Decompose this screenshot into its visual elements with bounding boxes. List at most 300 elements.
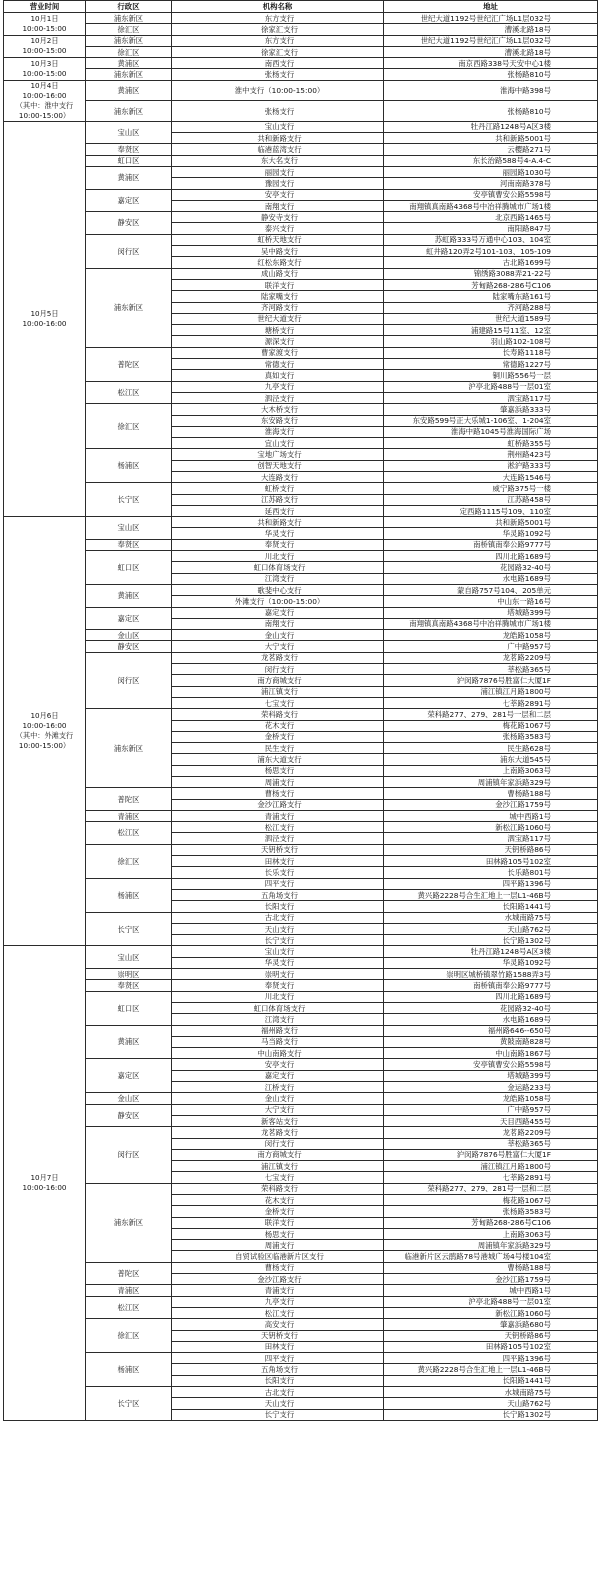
branch-name-cell: 崇明支行 (172, 969, 384, 980)
address-cell: 东安路599号正大乐城1-106室、1-204室 (384, 415, 598, 426)
branch-name-cell: 陆家嘴支行 (172, 291, 384, 302)
district-cell: 崇明区 (86, 969, 172, 980)
district-cell: 杨浦区 (86, 449, 172, 483)
address-cell: 蒙自路757号104、205单元 (384, 584, 598, 595)
address-cell: 黄陂南路828号 (384, 1036, 598, 1047)
branch-name-cell: 七宝支行 (172, 1172, 384, 1183)
branch-name-cell: 天山支行 (172, 923, 384, 934)
address-cell: 淮海中路398号 (384, 80, 598, 101)
district-cell: 杨浦区 (86, 878, 172, 912)
address-cell: 四川北路1689号 (384, 551, 598, 562)
table-row (4, 1104, 598, 1115)
address-cell: 浦江镇江月路1800号 (384, 686, 598, 697)
address-cell: 常德路1227号 (384, 359, 598, 370)
branch-name-cell: 闵行支行 (172, 664, 384, 675)
district-cell: 徐汇区 (86, 46, 172, 57)
branch-name-cell: 川北支行 (172, 991, 384, 1002)
address-cell: 水电路1689号 (384, 1014, 598, 1025)
district-cell: 长宁区 (86, 483, 172, 517)
branch-name-cell: 大连路支行 (172, 471, 384, 482)
table-row (4, 709, 598, 720)
address-cell: 金沙江路1759号 (384, 1274, 598, 1285)
district-cell: 闵行区 (86, 234, 172, 268)
address-cell: 虹井路120弄2号101-103、105-109 (384, 246, 598, 257)
district-cell: 松江区 (86, 822, 172, 845)
business-hours-cell: 10月2日 10:00-15:00 (4, 35, 86, 58)
branch-name-cell: 徐家汇支行 (172, 24, 384, 35)
address-cell: 莘松路365号 (384, 1138, 598, 1149)
branch-name-cell: 虹桥支行 (172, 483, 384, 494)
address-cell: 荣科路277、279、281号一层和二层 (384, 1183, 598, 1194)
district-cell: 徐汇区 (86, 404, 172, 449)
table-row (4, 1183, 598, 1194)
district-cell: 宝山区 (86, 517, 172, 540)
branch-name-cell: 共和新路支行 (172, 133, 384, 144)
district-cell: 青浦区 (86, 1285, 172, 1296)
branch-name-cell: 东安路支行 (172, 415, 384, 426)
branch-name-cell: 金沙江路支行 (172, 799, 384, 810)
branch-name-cell: 虹口体育场支行 (172, 562, 384, 573)
branch-name-cell: 浦江镇支行 (172, 1161, 384, 1172)
district-cell: 嘉定区 (86, 189, 172, 212)
district-cell: 闵行区 (86, 1127, 172, 1183)
address-cell: 漕溪北路18号 (384, 24, 598, 35)
address-cell: 淮海中路1045号淮海国际广场 (384, 426, 598, 437)
district-cell: 静安区 (86, 641, 172, 652)
district-cell: 黄浦区 (86, 80, 172, 101)
table-row (4, 69, 598, 80)
branch-name-cell: 泗泾支行 (172, 392, 384, 403)
table-row (4, 449, 598, 460)
branch-name-cell: 青浦支行 (172, 1285, 384, 1296)
address-cell: 共和新路5001号 (384, 517, 598, 528)
branch-name-cell: 闵行支行 (172, 1138, 384, 1149)
branch-name-cell: 周浦支行 (172, 1240, 384, 1251)
address-cell: 长阳路1441号 (384, 901, 598, 912)
table-row (4, 46, 598, 57)
address-cell: 田林路105号102室 (384, 856, 598, 867)
branch-name-cell: 大宁支行 (172, 641, 384, 652)
branch-name-cell: 宝山支行 (172, 946, 384, 957)
address-cell: 荆州路423号 (384, 449, 598, 460)
branch-name-cell: 青浦支行 (172, 810, 384, 821)
address-cell: 沪亭北路488号一层01室 (384, 1296, 598, 1307)
table-row (4, 641, 598, 652)
address-cell: 定西路1115号109、110室 (384, 505, 598, 516)
district-cell: 浦东新区 (86, 101, 172, 122)
branch-name-cell: 江苏路支行 (172, 494, 384, 505)
table-row (4, 539, 598, 550)
branch-name-cell: 常德支行 (172, 359, 384, 370)
branch-name-cell: 宝地广场支行 (172, 449, 384, 460)
address-cell: 曹杨路188号 (384, 1262, 598, 1273)
branch-name-cell: 红松东路支行 (172, 257, 384, 268)
address-cell: 龙茗路2209号 (384, 1127, 598, 1138)
branch-name-cell: 天山支行 (172, 1398, 384, 1409)
table-row (4, 584, 598, 595)
address-cell: 天山路762号 (384, 1398, 598, 1409)
branch-name-cell: 长阳支行 (172, 1375, 384, 1386)
branch-name-cell: 大宁支行 (172, 1104, 384, 1115)
table-row (4, 946, 598, 957)
header-address: 地址 (384, 1, 598, 13)
branch-name-cell: 长乐支行 (172, 867, 384, 878)
business-hours-cell: 10月4日 10:00-16:00 （其中：淮中支行 10:00-15:00） (4, 80, 86, 121)
table-row (4, 268, 598, 279)
branch-name-cell: 金沙江路支行 (172, 1274, 384, 1285)
address-cell: 南桥镇南奉公路9777号 (384, 539, 598, 550)
table-row (4, 991, 598, 1002)
address-cell: 城中西路1号 (384, 810, 598, 821)
address-cell: 大连路1546号 (384, 471, 598, 482)
district-cell: 奉贤区 (86, 144, 172, 155)
address-cell: 丽园路1030号 (384, 166, 598, 177)
branch-name-cell: 外滩支行（10:00-15:00） (172, 596, 384, 607)
address-cell: 浦东大道545号 (384, 754, 598, 765)
district-cell: 黄浦区 (86, 1025, 172, 1059)
address-cell: 黄兴路2228号合生汇地上一层L1-46B号 (384, 889, 598, 900)
table-row (4, 234, 598, 245)
table-row (4, 80, 598, 101)
branch-name-cell: 华灵支行 (172, 528, 384, 539)
district-cell: 浦东新区 (86, 268, 172, 347)
table-row (4, 1296, 598, 1307)
branch-name-cell: 创智天地支行 (172, 460, 384, 471)
table-row (4, 1285, 598, 1296)
branch-name-cell: 江桥支行 (172, 1082, 384, 1093)
table-row (4, 844, 598, 855)
branch-name-cell: 七宝支行 (172, 697, 384, 708)
address-cell: 漕溪北路18号 (384, 46, 598, 57)
branch-name-cell: 浦江镇支行 (172, 686, 384, 697)
address-cell: 河南南路378号 (384, 178, 598, 189)
branch-name-cell: 东方支行 (172, 13, 384, 24)
branch-name-cell: 淮海支行 (172, 426, 384, 437)
address-cell: 威宁路375号一楼 (384, 483, 598, 494)
district-cell: 青浦区 (86, 810, 172, 821)
table-row (4, 912, 598, 923)
address-cell: 浦建路15号11室、12室 (384, 325, 598, 336)
branch-name-cell: 四平支行 (172, 878, 384, 889)
district-cell: 徐汇区 (86, 844, 172, 878)
district-cell: 虹口区 (86, 155, 172, 166)
table-row (4, 1262, 598, 1273)
branch-name-cell: 大木桥支行 (172, 404, 384, 415)
address-cell: 世纪大道1192号世纪汇广场L1层032号 (384, 35, 598, 46)
district-cell: 黄浦区 (86, 166, 172, 189)
table-row (4, 381, 598, 392)
branch-name-cell: 田林支行 (172, 856, 384, 867)
address-cell: 长阳路1441号 (384, 1375, 598, 1386)
address-cell: 世纪大道1192号世纪汇广场L1层032号 (384, 13, 598, 24)
table-row (4, 517, 598, 528)
branch-name-cell: 荣科路支行 (172, 709, 384, 720)
address-cell: 龙皓路1058号 (384, 630, 598, 641)
address-cell: 曹杨路188号 (384, 788, 598, 799)
address-cell: 泗宝路117号 (384, 392, 598, 403)
district-cell: 浦东新区 (86, 709, 172, 788)
branch-name-cell: 塘桥支行 (172, 325, 384, 336)
branch-name-cell: 福州路支行 (172, 1025, 384, 1036)
address-cell: 南翔镇真南路4368号中冶祥腾城市广场1楼 (384, 200, 598, 211)
branch-name-cell: 浦东大道支行 (172, 754, 384, 765)
branch-name-cell: 松江支行 (172, 1307, 384, 1318)
business-hours-cell: 10月1日 10:00-15:00 (4, 13, 86, 36)
branch-name-cell: 奉贤支行 (172, 539, 384, 550)
address-cell: 四川北路1689号 (384, 991, 598, 1002)
table-row (4, 347, 598, 358)
address-cell: 中山南路1867号 (384, 1048, 598, 1059)
branch-name-cell: 长阳支行 (172, 901, 384, 912)
branch-name-cell: 世纪大道支行 (172, 313, 384, 324)
address-cell: 北京西路1465号 (384, 212, 598, 223)
branch-name-cell: 丽园支行 (172, 166, 384, 177)
district-cell: 浦东新区 (86, 69, 172, 80)
address-cell: 安亭镇曹安公路5598号 (384, 189, 598, 200)
branch-name-cell: 华灵支行 (172, 957, 384, 968)
address-cell: 民生路628号 (384, 743, 598, 754)
address-cell: 四平路1396号 (384, 878, 598, 889)
district-cell: 杨浦区 (86, 1353, 172, 1387)
branch-name-cell: 联洋支行 (172, 1217, 384, 1228)
branch-name-cell: 嘉定支行 (172, 1070, 384, 1081)
address-cell: 水城南路75号 (384, 1387, 598, 1398)
branch-name-cell: 古北支行 (172, 1387, 384, 1398)
district-cell: 长宁区 (86, 912, 172, 946)
branch-name-cell: 南翔支行 (172, 200, 384, 211)
address-cell: 长乐路801号 (384, 867, 598, 878)
address-cell: 芳甸路268-286号C106 (384, 279, 598, 290)
table-row (4, 969, 598, 980)
address-cell: 中山东一路16号 (384, 596, 598, 607)
branch-name-cell: 五角场支行 (172, 889, 384, 900)
branch-name-cell: 金山支行 (172, 1093, 384, 1104)
address-cell: 华灵路1092号 (384, 957, 598, 968)
branch-name-cell: 真如支行 (172, 370, 384, 381)
table-row (4, 980, 598, 991)
branch-name-cell: 歌斐中心支行 (172, 584, 384, 595)
district-cell: 奉贤区 (86, 980, 172, 991)
branch-name-cell: 南方商城支行 (172, 675, 384, 686)
address-cell: 天钥桥路86号 (384, 844, 598, 855)
address-cell: 肇嘉浜路680号 (384, 1319, 598, 1330)
table-header-row (4, 1, 598, 13)
branch-name-cell: 民生支行 (172, 743, 384, 754)
table-row (4, 1353, 598, 1364)
address-cell: 南翔镇真南路4368号中冶祥腾城市广场1楼 (384, 618, 598, 629)
branch-name-cell: 共和新路支行 (172, 517, 384, 528)
district-cell: 虹口区 (86, 551, 172, 585)
address-cell: 城中西路1号 (384, 1285, 598, 1296)
district-cell: 徐汇区 (86, 1319, 172, 1353)
branch-name-cell: 东方支行 (172, 35, 384, 46)
address-cell: 世纪大道1589号 (384, 313, 598, 324)
table-row (4, 810, 598, 821)
address-cell: 田林路105号102室 (384, 1341, 598, 1352)
branch-name-cell: 临港蓝湾支行 (172, 144, 384, 155)
table-row (4, 121, 598, 132)
table-row (4, 630, 598, 641)
district-cell: 浦东新区 (86, 13, 172, 24)
header-district: 行政区 (86, 1, 172, 13)
address-cell: 梅花路1067号 (384, 720, 598, 731)
address-cell: 张杨路3583号 (384, 1206, 598, 1217)
branch-name-cell: 花木支行 (172, 720, 384, 731)
address-cell: 云樱路271号 (384, 144, 598, 155)
branch-name-cell: 宝山支行 (172, 121, 384, 132)
district-cell: 金山区 (86, 630, 172, 641)
address-cell: 七莘路2891号 (384, 1172, 598, 1183)
table-row (4, 607, 598, 618)
address-cell: 周浦镇年家浜路329号 (384, 1240, 598, 1251)
table-body (4, 13, 598, 1421)
branch-name-cell: 川北支行 (172, 551, 384, 562)
address-cell: 张杨路810号 (384, 101, 598, 122)
branch-name-cell: 虹口体育场支行 (172, 1002, 384, 1013)
address-cell: 天目西路455号 (384, 1115, 598, 1126)
district-cell: 普陀区 (86, 347, 172, 381)
branch-name-cell: 源深支行 (172, 336, 384, 347)
branch-name-cell: 宜山支行 (172, 438, 384, 449)
table-row (4, 404, 598, 415)
table-row (4, 13, 598, 24)
table-row (4, 189, 598, 200)
address-cell: 上南路3063号 (384, 1228, 598, 1239)
address-cell: 东长治路588号4-A.4-C (384, 155, 598, 166)
branch-name-cell: 马当路支行 (172, 1036, 384, 1047)
branch-name-cell: 曹杨支行 (172, 788, 384, 799)
business-hours-cell: 10月3日 10:00-15:00 (4, 58, 86, 81)
branch-name-cell: 奉贤支行 (172, 980, 384, 991)
branch-name-cell: 中山南路支行 (172, 1048, 384, 1059)
branch-name-cell: 杨思支行 (172, 765, 384, 776)
branch-name-cell: 江湾支行 (172, 573, 384, 584)
address-cell: 张杨路810号 (384, 69, 598, 80)
district-cell: 宝山区 (86, 121, 172, 144)
table-row (4, 878, 598, 889)
branch-name-cell: 南翔支行 (172, 618, 384, 629)
branch-name-cell: 金山支行 (172, 630, 384, 641)
address-cell: 龙皓路1058号 (384, 1093, 598, 1104)
table-row (4, 1059, 598, 1070)
branch-name-cell: 长宁支行 (172, 1409, 384, 1420)
address-cell: 黄兴路2228号合生汇地上一层L1-46B号 (384, 1364, 598, 1375)
branch-name-cell: 四平支行 (172, 1353, 384, 1364)
table-row (4, 58, 598, 69)
district-cell: 浦东新区 (86, 1183, 172, 1262)
address-cell: 长寿路1118号 (384, 347, 598, 358)
district-cell: 普陀区 (86, 1262, 172, 1285)
address-cell: 福州路646--650号 (384, 1025, 598, 1036)
table-row (4, 652, 598, 663)
address-cell: 新松江路1060号 (384, 1307, 598, 1318)
address-cell: 芳甸路268-286号C106 (384, 1217, 598, 1228)
district-cell: 嘉定区 (86, 1059, 172, 1093)
district-cell: 宝山区 (86, 946, 172, 969)
district-cell: 闵行区 (86, 652, 172, 708)
branch-name-cell: 龙茗路支行 (172, 652, 384, 663)
branch-name-cell: 自贸试验区临港新片区支行 (172, 1251, 384, 1262)
branch-name-cell: 齐河路支行 (172, 302, 384, 313)
address-cell: 临港新片区云鹃路78号港城广场4号楼104室 (384, 1251, 598, 1262)
business-hours-cell: 10月7日 10:00-16:00 (4, 946, 86, 1420)
address-cell: 长宁路1302号 (384, 935, 598, 946)
table-row (4, 1387, 598, 1398)
branch-name-cell: 古北支行 (172, 912, 384, 923)
address-cell: 天钥桥路86号 (384, 1330, 598, 1341)
address-cell: 张杨路3583号 (384, 731, 598, 742)
branch-name-cell: 嘉定支行 (172, 607, 384, 618)
branch-name-cell: 周浦支行 (172, 777, 384, 788)
branch-name-cell: 张杨支行 (172, 69, 384, 80)
holiday-branch-schedule-table (3, 0, 598, 1421)
branch-name-cell: 金桥支行 (172, 1206, 384, 1217)
table-row (4, 788, 598, 799)
address-cell: 崇明区城桥镇翠竹路1588弄3号 (384, 969, 598, 980)
table-row (4, 1093, 598, 1104)
address-cell: 共和新路5001号 (384, 133, 598, 144)
address-cell: 沪闵路7876号胜富仁大厦1F (384, 1149, 598, 1160)
address-cell: 齐河路288号 (384, 302, 598, 313)
address-cell: 南阳路847号 (384, 223, 598, 234)
address-cell: 沪亭北路488号一层01室 (384, 381, 598, 392)
address-cell: 周浦镇年家浜路329号 (384, 777, 598, 788)
address-cell: 华灵路1092号 (384, 528, 598, 539)
address-cell: 羽山路102-108号 (384, 336, 598, 347)
header-hours: 营业时间 (4, 1, 86, 13)
table-row (4, 1025, 598, 1036)
address-cell: 虹桥路355号 (384, 438, 598, 449)
branch-name-cell: 虹桥天地支行 (172, 234, 384, 245)
table-row (4, 822, 598, 833)
address-cell: 荣科路277、279、281号一层和二层 (384, 709, 598, 720)
address-cell: 七莘路2891号 (384, 697, 598, 708)
address-cell: 新松江路1060号 (384, 822, 598, 833)
branch-name-cell: 豫园支行 (172, 178, 384, 189)
branch-name-cell: 安亭支行 (172, 1059, 384, 1070)
address-cell: 塔城路399号 (384, 1070, 598, 1081)
address-cell: 肇嘉浜路333号 (384, 404, 598, 415)
table-row (4, 483, 598, 494)
branch-name-cell: 九亭支行 (172, 381, 384, 392)
branch-name-cell: 南方商城支行 (172, 1149, 384, 1160)
address-cell: 龙茗路2209号 (384, 652, 598, 663)
branch-name-cell: 延西支行 (172, 505, 384, 516)
address-cell: 广中路957号 (384, 1104, 598, 1115)
branch-name-cell: 成山路支行 (172, 268, 384, 279)
district-cell: 普陀区 (86, 788, 172, 811)
branch-name-cell: 天钥桥支行 (172, 844, 384, 855)
branch-name-cell: 金桥支行 (172, 731, 384, 742)
address-cell: 牡丹江路1248号A区3楼 (384, 121, 598, 132)
address-cell: 莘松路365号 (384, 664, 598, 675)
address-cell: 铜川路556号一层 (384, 370, 598, 381)
district-cell: 浦东新区 (86, 35, 172, 46)
table-row (4, 144, 598, 155)
branch-name-cell: 泗泾支行 (172, 833, 384, 844)
branch-name-cell: 江湾支行 (172, 1014, 384, 1025)
address-cell: 古北路1699号 (384, 257, 598, 268)
branch-name-cell: 荣科路支行 (172, 1183, 384, 1194)
address-cell: 金沙江路1759号 (384, 799, 598, 810)
branch-name-cell: 杨思支行 (172, 1228, 384, 1239)
branch-name-cell: 张杨支行 (172, 101, 384, 122)
district-cell: 松江区 (86, 1296, 172, 1319)
branch-name-cell: 南西支行 (172, 58, 384, 69)
branch-name-cell: 泰兴支行 (172, 223, 384, 234)
district-cell: 嘉定区 (86, 607, 172, 630)
address-cell: 花园路32-40号 (384, 562, 598, 573)
